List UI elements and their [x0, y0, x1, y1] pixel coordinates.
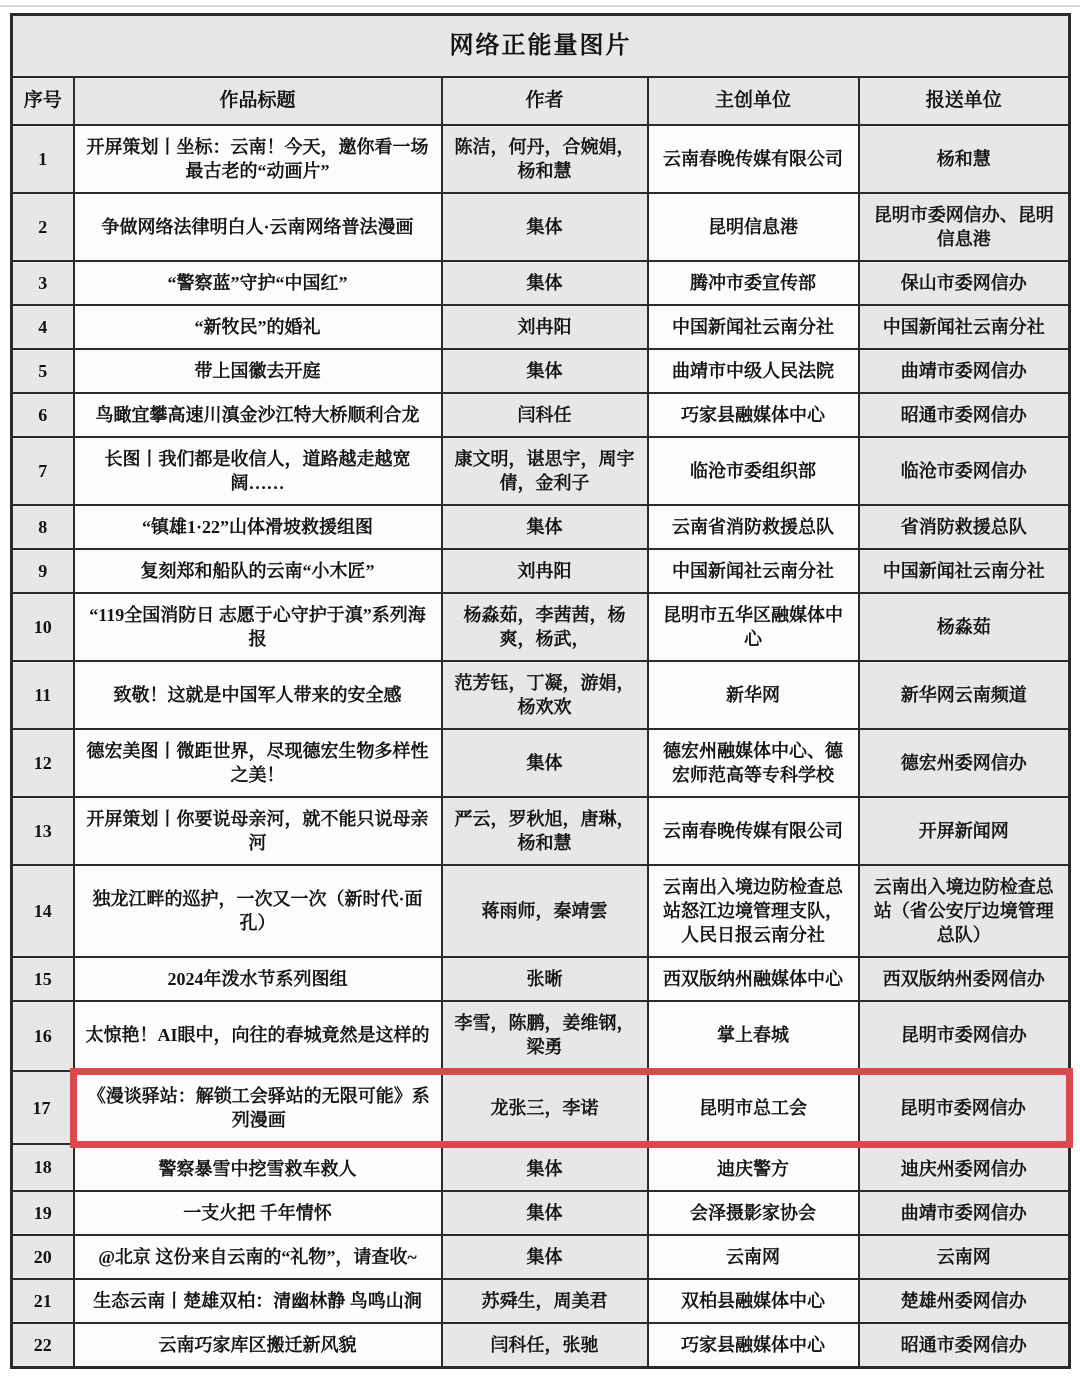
cell-title: 太惊艳！AI眼中，向往的春城竟然是这样的 [74, 1001, 442, 1072]
table-body [12, 125, 1070, 1368]
cell-author: 张晰 [442, 957, 648, 1001]
cell-author: 集体 [442, 261, 648, 305]
cell-creator: 昆明信息港 [648, 193, 859, 261]
col-header-title: 作品标题 [74, 77, 442, 125]
table-row [12, 865, 1070, 957]
cell-creator: 昆明市五华区融媒体中心 [648, 593, 859, 661]
cell-author: 严云，罗秋旭，唐琳，杨和慧 [442, 797, 648, 865]
col-header-submitter: 报送单位 [859, 77, 1070, 125]
cell-submitter: 昆明市委网信办 [859, 1071, 1070, 1144]
cell-author: 苏舜生，周美君 [442, 1279, 648, 1323]
cell-submitter: 昭通市委网信办 [859, 1323, 1070, 1368]
cell-title: 2024年泼水节系列图组 [74, 957, 442, 1001]
cell-title: 带上国徽去开庭 [74, 349, 442, 393]
cell-submitter: 云南网 [859, 1235, 1070, 1279]
cell-author: 李雪，陈鹏，姜维钢，梁勇 [442, 1001, 648, 1072]
page-top-divider [0, 5, 1080, 7]
cell-index: 19 [12, 1191, 74, 1235]
cell-title: 独龙江畔的巡护，一次又一次（新时代·面孔） [74, 865, 442, 957]
cell-index: 3 [12, 261, 74, 305]
positive-energy-pictures-table [10, 13, 1073, 1369]
cell-creator: 云南省消防救援总队 [648, 505, 859, 549]
col-header-index: 序号 [12, 77, 74, 125]
cell-index: 8 [12, 505, 74, 549]
cell-title: 《漫谈驿站：解锁工会驿站的无限可能》系列漫画 [74, 1071, 442, 1144]
table-row [12, 1144, 1070, 1191]
cell-author: 蒋雨师，秦靖雲 [442, 865, 648, 957]
cell-author: 集体 [442, 1144, 648, 1191]
col-header-creator: 主创单位 [648, 77, 859, 125]
cell-title: 云南巧家库区搬迁新风貌 [74, 1323, 442, 1368]
cell-index: 17 [12, 1071, 74, 1144]
cell-submitter: 昆明市委网信办 [859, 1001, 1070, 1072]
cell-title: 长图丨我们都是收信人，道路越走越宽阔…… [74, 437, 442, 505]
cell-submitter: 迪庆州委网信办 [859, 1144, 1070, 1191]
cell-submitter: 楚雄州委网信办 [859, 1279, 1070, 1323]
table-row [12, 1235, 1070, 1279]
table-row [12, 261, 1070, 305]
cell-title: 德宏美图丨微距世界，尽现德宏生物多样性之美！ [74, 729, 442, 797]
cell-creator: 巧家县融媒体中心 [648, 1323, 859, 1368]
cell-index: 4 [12, 305, 74, 349]
cell-title: 开屏策划丨坐标：云南！今天，邀你看一场最古老的“动画片” [74, 125, 442, 193]
cell-submitter: 杨和慧 [859, 125, 1070, 193]
cell-creator: 西双版纳州融媒体中心 [648, 957, 859, 1001]
cell-index: 15 [12, 957, 74, 1001]
cell-creator: 曲靖市中级人民法院 [648, 349, 859, 393]
cell-creator: 云南网 [648, 1235, 859, 1279]
cell-index: 2 [12, 193, 74, 261]
table-row [12, 797, 1070, 865]
cell-author: 闫科任 [442, 393, 648, 437]
cell-submitter: 开屏新闻网 [859, 797, 1070, 865]
table-row [12, 505, 1070, 549]
cell-title: 生态云南丨楚雄双柏：清幽林静 鸟鸣山涧 [74, 1279, 442, 1323]
cell-creator: 云南春晚传媒有限公司 [648, 125, 859, 193]
cell-author: 集体 [442, 505, 648, 549]
cell-index: 20 [12, 1235, 74, 1279]
cell-author: 闫科任，张驰 [442, 1323, 648, 1368]
cell-index: 1 [12, 125, 74, 193]
table-row [12, 1071, 1070, 1144]
table-row [12, 1279, 1070, 1323]
cell-creator: 腾冲市委宣传部 [648, 261, 859, 305]
table-row [12, 305, 1070, 349]
cell-title: “镇雄1·22”山体滑坡救援组图 [74, 505, 442, 549]
cell-author: 集体 [442, 1235, 648, 1279]
cell-author: 集体 [442, 349, 648, 393]
table-row [12, 1001, 1070, 1072]
table-row [12, 729, 1070, 797]
cell-creator: 新华网 [648, 661, 859, 729]
cell-creator: 昆明市总工会 [648, 1071, 859, 1144]
table-row [12, 1191, 1070, 1235]
cell-author: 范芳钰，丁凝，游娟，杨欢欢 [442, 661, 648, 729]
cell-author: 刘冉阳 [442, 549, 648, 593]
col-header-author: 作者 [442, 77, 648, 125]
cell-index: 6 [12, 393, 74, 437]
table-row [12, 661, 1070, 729]
cell-title: 开屏策划丨你要说母亲河，就不能只说母亲河 [74, 797, 442, 865]
cell-creator: 掌上春城 [648, 1001, 859, 1072]
cell-submitter: 西双版纳州委网信办 [859, 957, 1070, 1001]
cell-submitter: 曲靖市委网信办 [859, 349, 1070, 393]
cell-creator: 双柏县融媒体中心 [648, 1279, 859, 1323]
cell-submitter: 德宏州委网信办 [859, 729, 1070, 797]
cell-author: 集体 [442, 1191, 648, 1235]
cell-author: 集体 [442, 193, 648, 261]
table-row [12, 593, 1070, 661]
cell-index: 11 [12, 661, 74, 729]
table-row [12, 957, 1070, 1001]
cell-title: “警察蓝”守护“中国红” [74, 261, 442, 305]
cell-author: 康文明，谌思宇，周宇倩，金利子 [442, 437, 648, 505]
cell-index: 22 [12, 1323, 74, 1368]
table-row [12, 549, 1070, 593]
cell-author: 陈洁，何丹，合婉娟，杨和慧 [442, 125, 648, 193]
cell-creator: 德宏州融媒体中心、德宏师范高等专科学校 [648, 729, 859, 797]
cell-submitter: 昭通市委网信办 [859, 393, 1070, 437]
cell-creator: 云南出入境边防检查总站怒江边境管理支队，人民日报云南分社 [648, 865, 859, 957]
cell-submitter: 昆明市委网信办、昆明信息港 [859, 193, 1070, 261]
cell-creator: 临沧市委组织部 [648, 437, 859, 505]
cell-creator: 中国新闻社云南分社 [648, 305, 859, 349]
cell-title: 争做网络法律明白人·云南网络普法漫画 [74, 193, 442, 261]
table-title-row [12, 15, 1070, 77]
cell-submitter: 中国新闻社云南分社 [859, 305, 1070, 349]
cell-submitter: 保山市委网信办 [859, 261, 1070, 305]
cell-index: 12 [12, 729, 74, 797]
table-row [12, 1323, 1070, 1368]
cell-creator: 巧家县融媒体中心 [648, 393, 859, 437]
cell-creator: 云南春晚传媒有限公司 [648, 797, 859, 865]
cell-index: 16 [12, 1001, 74, 1072]
cell-index: 9 [12, 549, 74, 593]
cell-index: 21 [12, 1279, 74, 1323]
table-row [12, 437, 1070, 505]
cell-title: 一支火把 千年情怀 [74, 1191, 442, 1235]
cell-author: 集体 [442, 729, 648, 797]
cell-author: 刘冉阳 [442, 305, 648, 349]
cell-title: 致敬！这就是中国军人带来的安全感 [74, 661, 442, 729]
cell-creator: 会泽摄影家协会 [648, 1191, 859, 1235]
cell-author: 杨淼茹，李茜茜，杨爽，杨武， [442, 593, 648, 661]
cell-title: @北京 这份来自云南的“礼物”，请查收~ [74, 1235, 442, 1279]
table-row [12, 193, 1070, 261]
cell-index: 10 [12, 593, 74, 661]
cell-index: 13 [12, 797, 74, 865]
table-row [12, 349, 1070, 393]
cell-title: 警察暴雪中挖雪救车救人 [74, 1144, 442, 1191]
cell-title: “119全国消防日 志愿于心守护于滇”系列海报 [74, 593, 442, 661]
cell-submitter: 杨淼茹 [859, 593, 1070, 661]
cell-index: 14 [12, 865, 74, 957]
cell-submitter: 中国新闻社云南分社 [859, 549, 1070, 593]
column-header-row [12, 77, 1070, 125]
table-container [10, 13, 1070, 1369]
cell-title: 复刻郑和船队的云南“小木匠” [74, 549, 442, 593]
cell-title: 鸟瞰宜攀高速川滇金沙江特大桥顺利合龙 [74, 393, 442, 437]
cell-submitter: 曲靖市委网信办 [859, 1191, 1070, 1235]
cell-submitter: 省消防救援总队 [859, 505, 1070, 549]
cell-title: “新牧民”的婚礼 [74, 305, 442, 349]
table-title: 网络正能量图片 [12, 15, 1070, 77]
cell-creator: 中国新闻社云南分社 [648, 549, 859, 593]
cell-creator: 迪庆警方 [648, 1144, 859, 1191]
cell-submitter: 新华网云南频道 [859, 661, 1070, 729]
cell-index: 18 [12, 1144, 74, 1191]
cell-submitter: 临沧市委网信办 [859, 437, 1070, 505]
table-row [12, 393, 1070, 437]
cell-author: 龙张三，李诺 [442, 1071, 648, 1144]
table-row [12, 125, 1070, 193]
cell-index: 7 [12, 437, 74, 505]
cell-submitter: 云南出入境边防检查总站（省公安厅边境管理总队） [859, 865, 1070, 957]
cell-index: 5 [12, 349, 74, 393]
